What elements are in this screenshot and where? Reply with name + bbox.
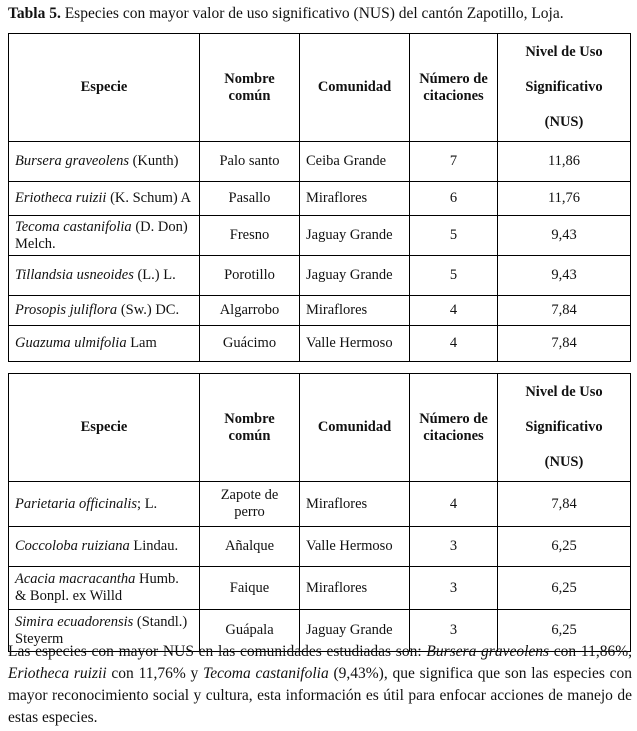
- species-author: ; L.: [137, 495, 158, 512]
- summary-paragraph: [8, 641, 632, 729]
- cell-especie: [9, 182, 200, 216]
- cell-nus: 6,25: [498, 610, 631, 652]
- caption-label: Tabla 5.: [8, 5, 61, 22]
- table-row: [9, 527, 631, 567]
- caption-text: Especies con mayor valor de uso significativo (NUS) del cantón Zapotillo, Loja.: [60, 5, 564, 22]
- species-table-1: [8, 33, 631, 362]
- header-numero-citaciones: Número de citaciones: [410, 34, 498, 142]
- header-nombre-comun: Nombre común: [200, 34, 300, 142]
- header-nus-line1: Nivel de Uso: [525, 44, 603, 60]
- species-scientific-name: Bursera graveolens: [15, 153, 129, 169]
- table-row: [9, 182, 631, 216]
- cell-nus: 7,84: [498, 296, 631, 326]
- species-table-2: [8, 373, 631, 652]
- cell-comunidad: Valle Hermoso: [300, 527, 410, 567]
- species-author: Lindau.: [129, 538, 179, 554]
- header-especie: Especie: [9, 374, 200, 482]
- cell-especie: [9, 216, 200, 256]
- cell-nombre-comun: Zapote de perro: [200, 482, 300, 527]
- paragraph-species-3: Tecoma castanifolia: [203, 665, 329, 682]
- species-author: (L.) L.: [133, 267, 176, 283]
- header-nus-line2: Significativo: [525, 79, 603, 95]
- table-1-header-row: [9, 34, 631, 142]
- cell-comunidad: Miraflores: [300, 567, 410, 610]
- species-scientific-name: Parietaria officinalis: [15, 495, 138, 512]
- header-comunidad: Comunidad: [300, 34, 410, 142]
- cell-especie: [9, 256, 200, 296]
- species-author: (Standl.) Steyerm: [15, 613, 188, 647]
- cell-nus: 11,86: [498, 142, 631, 182]
- cell-nus: 6,25: [498, 567, 631, 610]
- cell-nombre-comun: Añalque: [200, 527, 300, 567]
- table-row: [9, 256, 631, 296]
- cell-citaciones: 4: [410, 482, 498, 527]
- species-scientific-name: Tecoma castanifolia: [15, 218, 132, 235]
- cell-comunidad: Miraflores: [300, 482, 410, 527]
- cell-especie: [9, 142, 200, 182]
- table-row: [9, 482, 631, 527]
- paragraph-species-2: Eriotheca ruizii: [8, 665, 107, 682]
- species-author: Humb. & Bonpl. ex Willd: [15, 571, 179, 604]
- cell-comunidad: Valle Hermoso: [300, 326, 410, 362]
- header-nus: [498, 34, 631, 142]
- species-author: (D. Don) Melch.: [15, 218, 188, 252]
- cell-comunidad: Jaguay Grande: [300, 216, 410, 256]
- table-row: [9, 142, 631, 182]
- species-author: Lam: [126, 335, 157, 351]
- cell-comunidad: Jaguay Grande: [300, 610, 410, 652]
- cell-comunidad: Miraflores: [300, 182, 410, 216]
- cell-nus: 6,25: [498, 527, 631, 567]
- header-nus-line2: Significativo: [525, 419, 603, 435]
- cell-citaciones: 4: [410, 326, 498, 362]
- paragraph-species-1: Bursera graveolens: [426, 643, 550, 660]
- table-2-header-row: [9, 374, 631, 482]
- cell-nombre-comun: Guácimo: [200, 326, 300, 362]
- species-author: (K. Schum) A: [106, 190, 192, 206]
- species-scientific-name: Tillandsia usneoides: [15, 267, 134, 283]
- cell-nombre-comun: Pasallo: [200, 182, 300, 216]
- species-scientific-name: Prosopis juliflora: [15, 302, 118, 318]
- cell-especie: [9, 567, 200, 610]
- cell-especie: [9, 296, 200, 326]
- species-scientific-name: Simira ecuadorensis: [15, 613, 134, 630]
- cell-especie: [9, 527, 200, 567]
- header-nombre-comun: Nombre común: [200, 374, 300, 482]
- cell-citaciones: 4: [410, 296, 498, 326]
- cell-nus: 7,84: [498, 326, 631, 362]
- cell-especie: [9, 482, 200, 527]
- species-scientific-name: Eriotheca ruizii: [15, 190, 107, 206]
- cell-comunidad: Miraflores: [300, 296, 410, 326]
- header-especie: Especie: [9, 34, 200, 142]
- cell-especie: [9, 326, 200, 362]
- cell-nombre-comun: Algarrobo: [200, 296, 300, 326]
- paragraph-text-1: Las especies con mayor NUS en las comunidades estudiadas son:: [8, 643, 427, 660]
- paragraph-text-2: con 11,86%,: [549, 643, 632, 660]
- cell-nus: 9,43: [498, 256, 631, 296]
- header-nus-line1: Nivel de Uso: [525, 384, 603, 400]
- header-nus: [498, 374, 631, 482]
- species-scientific-name: Coccoloba ruiziana: [15, 538, 130, 554]
- header-comunidad: Comunidad: [300, 374, 410, 482]
- species-scientific-name: Acacia macracantha: [15, 571, 136, 587]
- header-numero-citaciones: Número de citaciones: [410, 374, 498, 482]
- table-row: [9, 296, 631, 326]
- species-scientific-name: Guazuma ulmifolia: [15, 335, 127, 351]
- species-author: (Kunth): [128, 153, 179, 169]
- table-row: [9, 567, 631, 610]
- paragraph-text-4: (9,43%), que significa que son las especies con mayor reconocimiento social y cultura, esta información es útil para enfocar acciones de manejo de estas especies.: [8, 665, 633, 726]
- table-caption: [8, 4, 632, 24]
- header-nus-line3: (NUS): [544, 454, 584, 470]
- paragraph-text-3: con 11,76% y: [106, 665, 204, 682]
- cell-citaciones: 3: [410, 567, 498, 610]
- cell-nus: 7,84: [498, 482, 631, 527]
- cell-nombre-comun: Porotillo: [200, 256, 300, 296]
- cell-comunidad: Ceiba Grande: [300, 142, 410, 182]
- table-row: [9, 216, 631, 256]
- cell-comunidad: Jaguay Grande: [300, 256, 410, 296]
- table-row: [9, 326, 631, 362]
- header-nus-line3: (NUS): [544, 114, 584, 130]
- cell-nombre-comun: Guápala: [200, 610, 300, 652]
- cell-citaciones: 7: [410, 142, 498, 182]
- cell-nombre-comun: Palo santo: [200, 142, 300, 182]
- cell-citaciones: 5: [410, 216, 498, 256]
- cell-nombre-comun: Faique: [200, 567, 300, 610]
- cell-citaciones: 3: [410, 610, 498, 652]
- cell-citaciones: 5: [410, 256, 498, 296]
- cell-nus: 9,43: [498, 216, 631, 256]
- cell-nus: 11,76: [498, 182, 631, 216]
- cell-citaciones: 6: [410, 182, 498, 216]
- species-author: (Sw.) DC.: [117, 302, 180, 318]
- cell-citaciones: 3: [410, 527, 498, 567]
- cell-nombre-comun: Fresno: [200, 216, 300, 256]
